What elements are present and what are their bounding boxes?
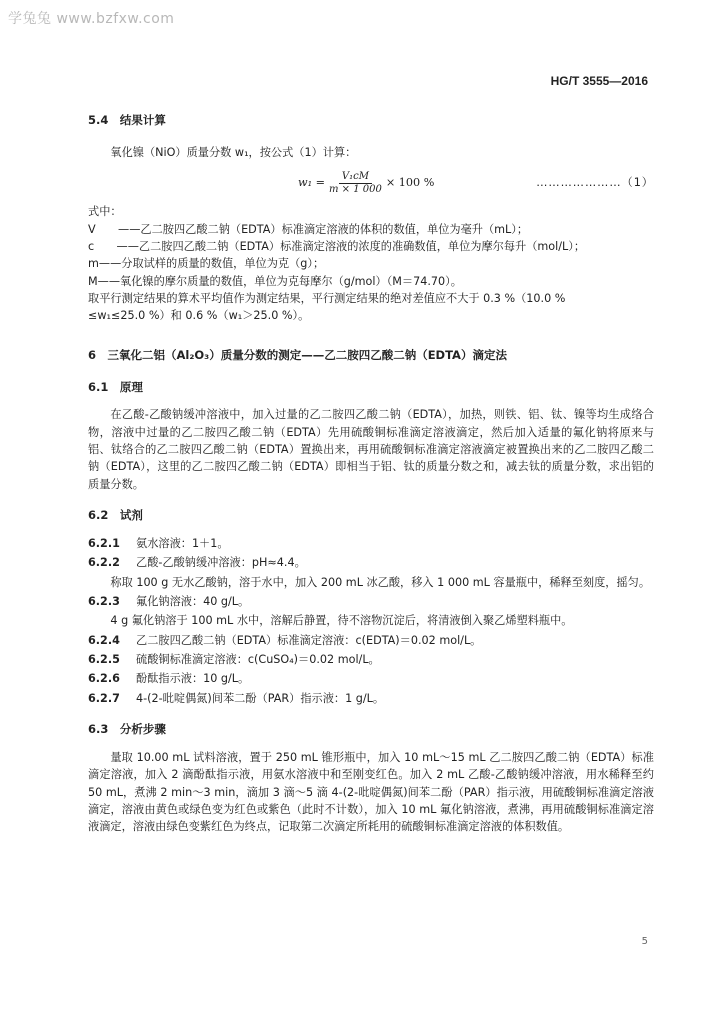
reagent-number: 6.2.7 bbox=[88, 691, 120, 705]
section-6-1-heading: 6.1 原理 bbox=[88, 379, 143, 394]
reagent-text: 4-(2-吡啶偶氮)间苯二酚（PAR）指示液：1 g/L。 bbox=[136, 691, 385, 705]
reagent-item bbox=[88, 535, 654, 552]
reagent-item bbox=[88, 554, 654, 571]
reagent-item bbox=[88, 690, 654, 707]
formula-denominator: m × 1 000 bbox=[329, 183, 382, 195]
formula-fraction bbox=[329, 171, 382, 196]
principle-paragraph: 在乙酸-乙酸钠缓冲溶液中，加入过量的乙二胺四乙酸二钠（EDTA），加热，则铁、铝、钛、镍等均生成络合物，溶液中过量的乙二胺四乙酸二钠（EDTA）先用硫酸铜标准滴定溶液滴定，然后加入适量的氟化钠将原来与铝、钛络合的乙二胺四乙酸二钠（EDTA）置换出来，再用硫酸铜标准滴定溶液滴定被置换出来的乙二胺四乙酸二钠（EDTA），这里的乙二胺四乙酸二钠（EDTA）即相当于铝、钛的质量分数之和，减去钛的质量分数，求出铝的质量分数。 bbox=[88, 408, 654, 491]
reagent-text: 乙二胺四乙酸二钠（EDTA）标准滴定溶液：c(EDTA)＝0.02 mol/L。 bbox=[136, 633, 482, 647]
reagent-text: 乙酸-乙酸钠缓冲溶液：pH≈4.4。 bbox=[136, 556, 306, 570]
document-body bbox=[88, 112, 654, 836]
reagent-text: 氨水溶液：1＋1。 bbox=[136, 536, 229, 550]
reagent-text: 氟化钠溶液：40 g/L。 bbox=[136, 595, 250, 608]
reagent-text: 酚酞指示液：10 g/L。 bbox=[136, 672, 250, 686]
standard-number: HG/T 3555—2016 bbox=[550, 74, 648, 88]
variable-definition: M——氧化镍的摩尔质量的数值，单位为克每摩尔（g/mol）（M＝74.70）。 bbox=[88, 274, 462, 288]
reagent-number: 6.2.2 bbox=[88, 556, 120, 570]
reagent-item bbox=[88, 670, 654, 687]
variable-definition: c ——乙二胺四乙酸二钠（EDTA）标准滴定溶液的浓度的准确数值，单位为摩尔每升（mol/L）； bbox=[88, 239, 586, 253]
reagent-number: 6.2.4 bbox=[88, 633, 120, 647]
reagent-number: 6.2.3 bbox=[88, 595, 120, 608]
reagent-number: 6.2.5 bbox=[88, 653, 120, 667]
formula-intro: 氧化镍（NiO）质量分数 w₁，按公式（1）计算： bbox=[110, 145, 357, 159]
procedure-paragraph: 量取 10.00 mL 试料溶液，置于 250 mL 锥形瓶中，加入 10 mL～15 mL 乙二胺四乙酸二钠（EDTA）标准滴定溶液，加入 2 滴酚酞指示液，用氨水溶液中和至刚变红色。加入 2 mL 乙酸-乙酸钠缓冲溶液，用水稀释至约 50 mL，煮沸 2 min～3 min，滴加 3 滴～5 滴 4-(2-吡啶偶氮)间苯二酚（PAR）指示液，用硫酸铜标准滴定溶液滴定，溶液由黄色或绿色变为红色或紫色（此时不计数），加入 10 mL 氟化钠溶液，煮沸，再用硫酸铜标准滴定溶液滴定，溶液由绿色变紫红色为终点，记取第二次滴定所耗用的硫酸铜标准滴定溶液的体积数值。 bbox=[88, 750, 654, 834]
reagent-text: 硫酸铜标准滴定溶液：c(CuSO₄)＝0.02 mol/L。 bbox=[136, 653, 380, 667]
section-6-3-heading: 6.3 分析步骤 bbox=[88, 722, 166, 737]
variable-definition: V ——乙二胺四乙酸二钠（EDTA）标准滴定溶液的体积的数值，单位为毫升（mL）； bbox=[88, 222, 529, 236]
where-label: 式中： bbox=[88, 205, 122, 219]
section-6-heading: 6 三氧化二铝（Al₂O₃）质量分数的测定——乙二胺四乙酸二钠（EDTA）滴定法 bbox=[88, 347, 507, 362]
page-number: 5 bbox=[641, 936, 648, 947]
reagent-item bbox=[88, 632, 654, 649]
section-6-2-heading: 6.2 试剂 bbox=[88, 508, 143, 523]
formula-lhs: w₁ = bbox=[298, 176, 325, 190]
variable-definition: m——分取试样的质量的数值，单位为克（g）； bbox=[88, 257, 325, 271]
formula-numerator: V₁cM bbox=[339, 171, 372, 184]
formula-number: …………………（1） bbox=[536, 176, 654, 190]
reagent-number: 6.2.1 bbox=[88, 536, 120, 550]
reagent-note: 称取 100 g 无水乙酸钠，溶于水中，加入 200 mL 冰乙酸，移入 1 000 mL 容量瓶中，稀释至刻度，摇匀。 bbox=[110, 575, 651, 589]
reagent-item bbox=[88, 593, 654, 610]
formula-1 bbox=[88, 167, 654, 199]
reagent-item bbox=[88, 651, 654, 668]
formula-rhs: × 100 % bbox=[385, 176, 435, 190]
section-5-4-heading: 5.4 结果计算 bbox=[88, 113, 166, 127]
reagent-number: 6.2.6 bbox=[88, 672, 120, 686]
watermark: 学兔兔 www.bzfxw.com bbox=[8, 11, 175, 27]
parallel-result-text-cont: ≤w₁≤25.0 %）和 0.6 %（w₁＞25.0 %）。 bbox=[88, 309, 310, 323]
parallel-result-text: 取平行测定结果的算术平均值作为测定结果，平行测定结果的绝对差值应不大于 0.3 %（10.0 % bbox=[88, 291, 566, 305]
reagent-note: 4 g 氟化钠溶于 100 mL 水中，溶解后静置，待不溶物沉淀后，将清液倒入聚乙烯塑料瓶中。 bbox=[110, 614, 573, 628]
